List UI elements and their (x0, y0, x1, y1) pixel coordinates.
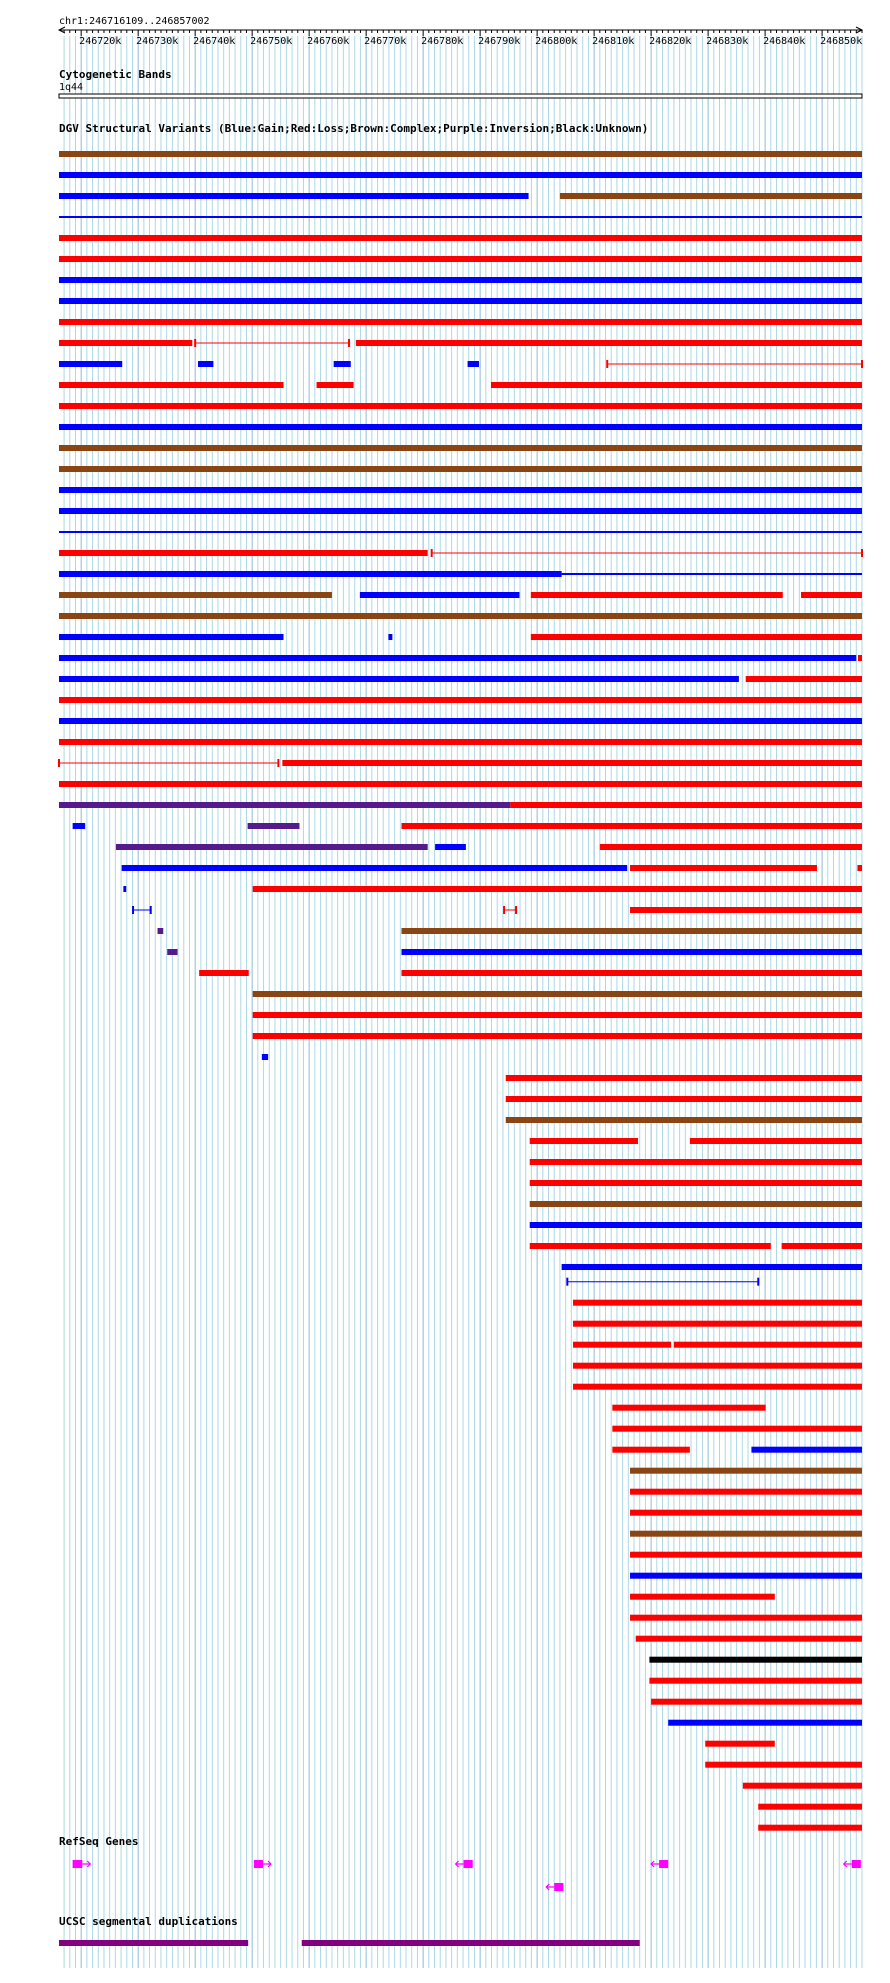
variant-bar (253, 1033, 862, 1039)
segdup-track-title: UCSC segmental duplications (59, 1915, 238, 1928)
variant-bar (468, 361, 479, 367)
variant-bar (573, 1342, 671, 1348)
cytoband-name: 1q44 (59, 82, 84, 93)
gene-exon (659, 1860, 668, 1868)
variant-bar (59, 256, 862, 262)
variant-bar (857, 865, 862, 871)
variant-bar (651, 1699, 862, 1705)
variant-bar (435, 844, 466, 850)
variant-bar (59, 466, 862, 472)
variant-bar (59, 634, 284, 640)
variant-bar (59, 361, 122, 367)
cytoband-bar (59, 94, 862, 98)
variant-bar (59, 235, 862, 241)
variant-bar (199, 970, 249, 976)
variant-bar (59, 172, 862, 178)
variant-bar (59, 802, 510, 808)
ruler-tick-label: 246810k (592, 36, 635, 47)
variant-bar (59, 340, 192, 346)
variant-bar (59, 298, 862, 304)
variant-bar (401, 949, 862, 955)
variant-bar (743, 1783, 862, 1789)
variant-bar (59, 403, 862, 409)
variant-bar (59, 550, 428, 556)
variant-bar (253, 886, 862, 892)
ruler-tick-label: 246740k (193, 36, 236, 47)
variant-bar (612, 1426, 862, 1432)
region-label: chr1:246716109..246857002 (59, 16, 210, 27)
variant-bar (59, 151, 862, 157)
ruler-tick-label: 246770k (364, 36, 407, 47)
variant-bar (560, 193, 862, 199)
variant-bar (758, 1804, 862, 1810)
ruler-tick-label: 246730k (136, 36, 179, 47)
dgv-track-title: DGV Structural Variants (Blue:Gain;Red:Loss;Brown:Complex;Purple:Inversion;Black:Unknown) (59, 122, 649, 135)
ruler-tick-label: 246850k (820, 36, 863, 47)
variant-bar (506, 1117, 862, 1123)
variant-bar (317, 382, 354, 388)
gene-exon (554, 1883, 563, 1891)
variant-bar (758, 1825, 862, 1831)
variant-bar (506, 1075, 862, 1081)
ruler-tick-label: 246790k (478, 36, 521, 47)
variant-bar (401, 970, 862, 976)
ruler-tick-label: 246720k (79, 36, 122, 47)
gene-exon (254, 1860, 263, 1868)
ruler-tick-label: 246840k (763, 36, 806, 47)
strand-arrow-icon (546, 1884, 554, 1890)
variant-bar (59, 445, 862, 451)
strand-arrow-icon (82, 1861, 90, 1867)
variant-bar (530, 1138, 638, 1144)
variant-bar (360, 592, 520, 598)
variant-bar (491, 382, 862, 388)
ruler-tick-label: 246780k (421, 36, 464, 47)
variant-bar (612, 1405, 765, 1411)
ruler-tick-label: 246820k (649, 36, 692, 47)
variant-bar (630, 1552, 862, 1558)
variant-bar (530, 1159, 862, 1165)
variant-bar (401, 823, 862, 829)
variant-bar (801, 592, 862, 598)
variant-bar (612, 1447, 690, 1453)
variant-bar (649, 1657, 862, 1663)
cytoband-track (59, 94, 862, 98)
gene-exon (852, 1860, 861, 1868)
variant-bar (630, 1489, 862, 1495)
variant-bar (630, 1594, 775, 1600)
variant-bar (59, 216, 862, 218)
gene-exon (73, 1860, 83, 1868)
variant-bar (636, 1636, 862, 1642)
variant-bar (59, 382, 284, 388)
variant-bar (630, 1468, 862, 1474)
variant-bar (530, 1201, 862, 1207)
variant-bar (401, 928, 862, 934)
variant-bar (388, 634, 392, 640)
variant-bar (531, 592, 783, 598)
variant-bar (746, 676, 862, 682)
variant-bar (253, 1012, 862, 1018)
refseq-track-title: RefSeq Genes (59, 1835, 139, 1848)
variant-bar (630, 1573, 862, 1579)
segdup-track (59, 1940, 640, 1946)
variant-bar (600, 844, 862, 850)
variant-bar (59, 193, 529, 199)
variant-bar (59, 571, 562, 577)
variant-bar (59, 424, 862, 430)
variant-bar (59, 697, 862, 703)
variant-bar (122, 865, 628, 871)
ruler-tick-label: 246830k (706, 36, 749, 47)
variant-bar (59, 592, 332, 598)
variant-bar (530, 1222, 862, 1228)
variant-bar (59, 531, 862, 533)
variant-bar (751, 1447, 862, 1453)
variant-bar (782, 1243, 862, 1249)
variant-bar (705, 1762, 862, 1768)
variant-bar (530, 1180, 862, 1186)
variant-bar (668, 1720, 862, 1726)
strand-arrow-icon (263, 1861, 271, 1867)
variant-bar (649, 1678, 862, 1684)
variant-bar (59, 739, 862, 745)
variant-bar (59, 277, 862, 283)
dgv-track (59, 151, 862, 1831)
variant-bar (630, 865, 817, 871)
variant-bar (123, 886, 126, 892)
segdup-bar (302, 1940, 640, 1946)
variant-bar (630, 1615, 862, 1621)
ruler-tick-label: 246750k (250, 36, 293, 47)
variant-bar (562, 573, 862, 575)
variant-bar (262, 1054, 268, 1060)
variant-bar (59, 613, 862, 619)
strand-arrow-icon (651, 1861, 659, 1867)
variant-bar (630, 1510, 862, 1516)
variant-bar (531, 634, 862, 640)
variant-bar (858, 655, 862, 661)
variant-bar (73, 823, 86, 829)
variant-bar (506, 1096, 862, 1102)
variant-bar (59, 508, 862, 514)
variant-bar (59, 655, 856, 661)
cytoband-track-title: Cytogenetic Bands (59, 68, 172, 81)
gene-exon (464, 1860, 473, 1868)
variant-bar (630, 907, 862, 913)
strand-arrow-icon (456, 1861, 464, 1867)
variant-bar (573, 1300, 862, 1306)
variant-bar (630, 1531, 862, 1537)
segdup-bar (59, 1940, 248, 1946)
coordinate-ruler (59, 27, 862, 47)
variant-bar (253, 991, 862, 997)
variant-bar (562, 1264, 862, 1270)
variant-bar (59, 781, 862, 787)
variant-bar (573, 1363, 862, 1369)
variant-bar (573, 1321, 862, 1327)
variant-bar (59, 676, 739, 682)
variant-bar (59, 319, 862, 325)
variant-bar (334, 361, 351, 367)
variant-bar (282, 760, 862, 766)
variant-bar (690, 1138, 862, 1144)
variant-bar (59, 487, 862, 493)
variant-bar (116, 844, 428, 850)
variant-bar (510, 802, 862, 808)
ruler-tick-label: 246800k (535, 36, 578, 47)
variant-bar (59, 718, 862, 724)
variant-bar (248, 823, 300, 829)
variant-bar (530, 1243, 771, 1249)
variant-bar (198, 361, 213, 367)
ruler-tick-label: 246760k (307, 36, 350, 47)
variant-bar (674, 1342, 862, 1348)
variant-bar (356, 340, 862, 346)
variant-bar (573, 1384, 862, 1390)
variant-bar (167, 949, 177, 955)
variant-bar (158, 928, 164, 934)
variant-bar (705, 1741, 775, 1747)
